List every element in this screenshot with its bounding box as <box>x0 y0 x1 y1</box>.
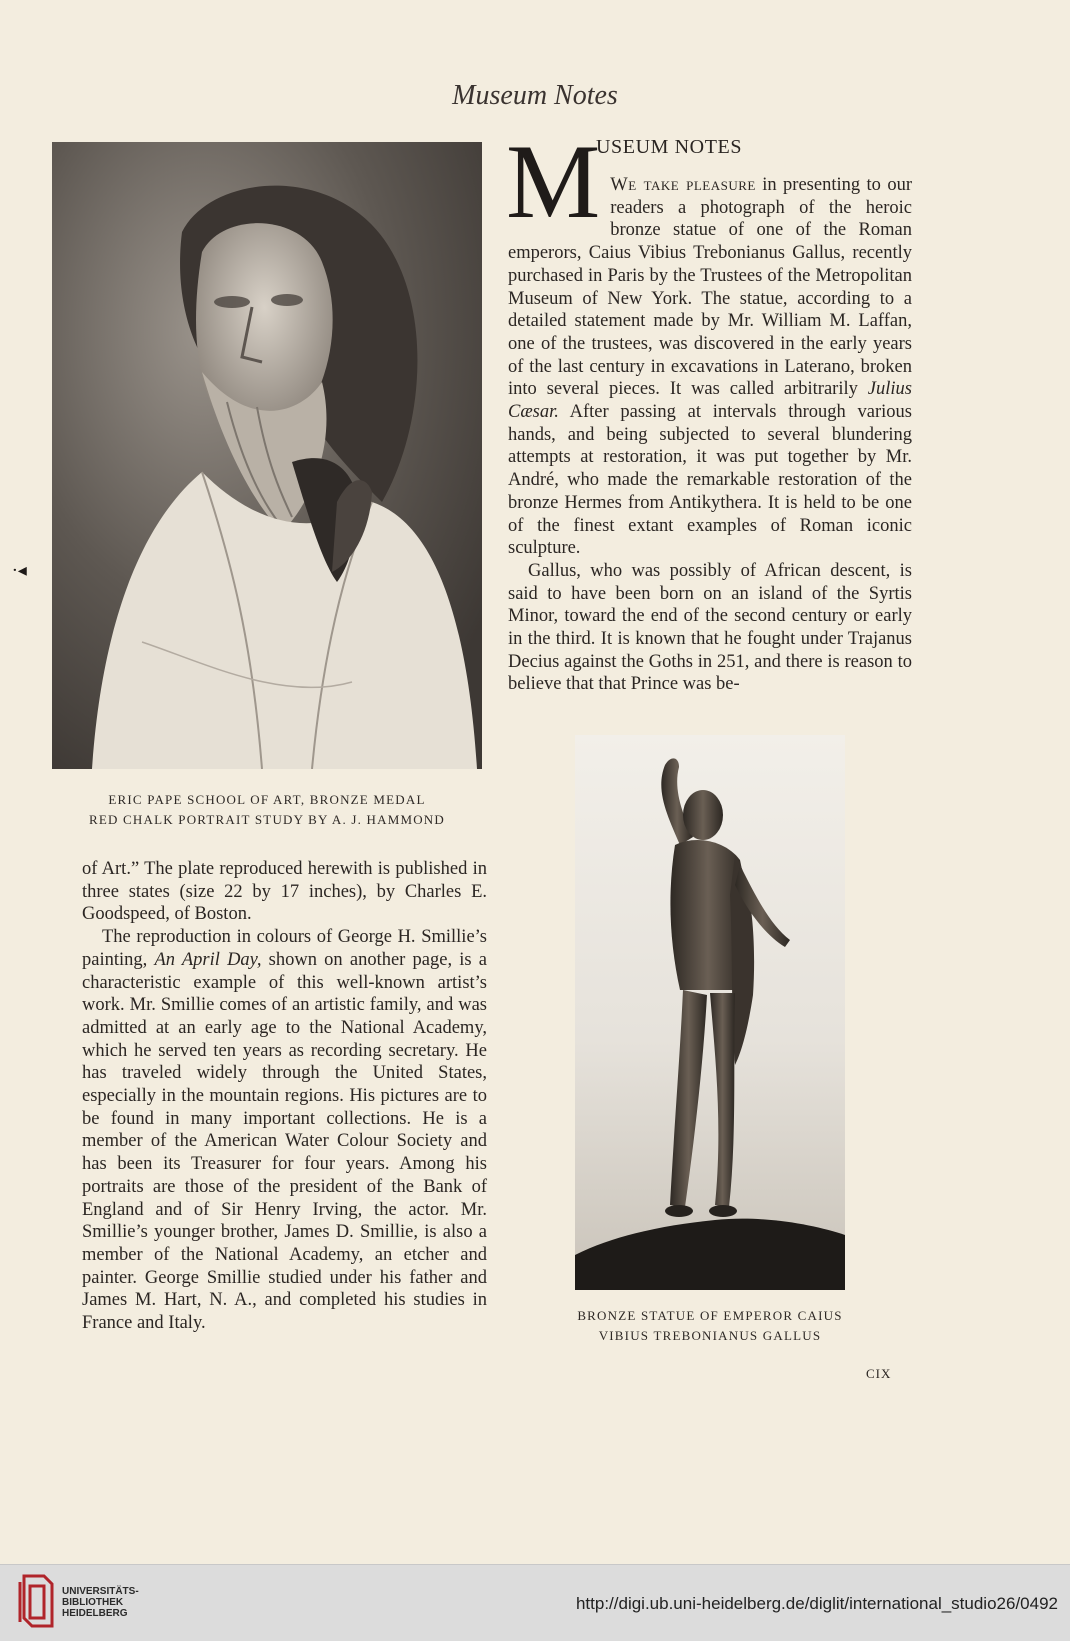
statue-image <box>575 735 845 1290</box>
article-column-right <box>506 123 912 696</box>
library-logo-icon <box>16 1572 56 1630</box>
page-number: CIX <box>866 1366 892 1381</box>
portrait-caption <box>52 790 482 830</box>
library-name-line1: UNIVERSITÄTS- <box>62 1586 139 1597</box>
statue-caption <box>560 1306 860 1346</box>
portrait-drawing <box>52 142 482 769</box>
lead-in-smallcaps: We take pleasure <box>610 175 756 195</box>
statue-caption-line2: VIBIUS TREBONIANUS GALLUS <box>598 1328 822 1343</box>
italic-title-an-april-day: An April Day, <box>154 949 262 970</box>
article-paragraph-2: Gallus, who was possibly of African descent, is said to have been born on an island of the Syrtis Minor, toward the end of the second century or early in the third. It is known that he fought under Trajanus Decius against the Goths in 251, and there is reason to believe that that Prince was be- <box>508 560 912 695</box>
paragraph-1-text-b: After passing at intervals through various hands, and being subjected to several blundering attempts at restoration, it was put together by Mr. André, who made the remarkable restoration of the bronze Hermes from Antikythera. It is held to be one of the finest extant examples of Roman iconic sculpture. <box>508 402 912 559</box>
library-name-line3: HEIDELBERG <box>62 1608 128 1619</box>
article-paragraph-4 <box>82 926 487 1335</box>
paragraph-4-text-a: The reproduction in colours of George H. Smillie’s painting, <box>82 927 487 970</box>
article-heading: USEUM NOTES <box>596 136 743 158</box>
portrait-caption-line2: RED CHALK PORTRAIT STUDY BY A. J. HAMMOND <box>89 812 445 827</box>
statue-drawing <box>575 735 845 1290</box>
article-column-left <box>82 858 487 1335</box>
library-name-line2: BIBLIOTHEK <box>62 1597 124 1608</box>
statue-caption-line1: BRONZE STATUE OF EMPEROR CAIUS <box>577 1308 843 1323</box>
portrait-image <box>52 142 482 769</box>
italic-title-julius-caesar: Julius Cæsar. <box>508 379 912 423</box>
margin-mark: ·◂ <box>12 560 27 581</box>
article-paragraph-1 <box>506 123 912 560</box>
running-head: Museum Notes <box>452 80 618 111</box>
paragraph-4-text-b: shown on another page, is a characteristic example of this well-known artist’s work. Mr. Smillie comes of an artistic family, and was admitted at an early age to the National Academy, which he served ten years as recording secretary. He has traveled widely through the United States, especially in the mountain regions. His pictures are to be found in many important collections. He is a member of the American Water Colour Society and has been its Treasurer for four years. Among his portraits are those of the president of the Bank of England and of Sir Henry Irving, the actor. Mr. Smillie’s younger brother, James D. Smillie, is also a member of the National Academy, an etcher and painter. George Smillie studied under his father and James M. Hart, N. A., and completed his studies in France and Italy. <box>82 949 487 1334</box>
paragraph-1-text-a: in presenting to our readers a photograph of the heroic bronze statue of one of the Roman emperors, Caius Vibius Trebonianus Gallus, recently purchased in Paris by the Trustees of the Metropolitan Museum of New York. The statue, according to a detailed statement made by Mr. William M. Laffan, one of the trustees, was discovered in the early years of the last century in excavations in Laterano, broken into several pieces. It was called arbitrarily <box>508 175 912 400</box>
portrait-caption-line1: ERIC PAPE SCHOOL OF ART, BRONZE MEDAL <box>108 792 426 807</box>
drop-cap: M <box>506 123 601 240</box>
article-paragraph-3: of Art.” The plate reproduced herewith is published in three states (size 22 by 17 inches), by Charles E. Goodspeed, of Boston. <box>82 859 487 925</box>
source-url-link[interactable]: http://digi.ub.uni-heidelberg.de/diglit/international_studio26/0492 <box>575 1594 1058 1613</box>
library-name <box>62 1586 139 1619</box>
